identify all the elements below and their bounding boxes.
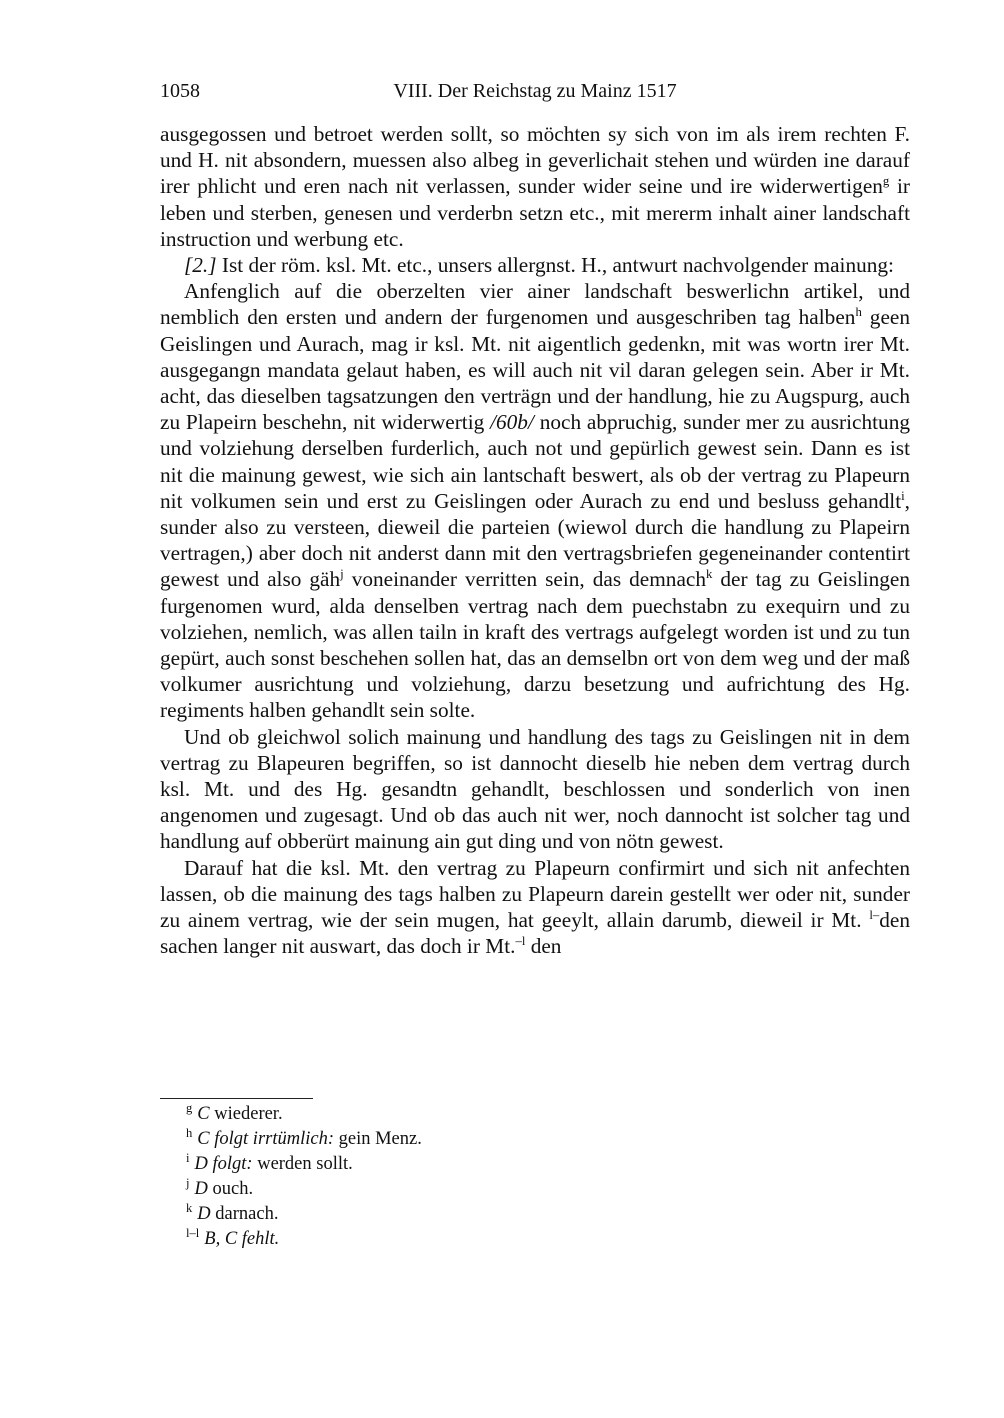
footnote xyxy=(186,1177,886,1202)
footnote-text: ouch. xyxy=(207,1179,254,1199)
text-run: der tag zu Geislingen furgenomen wurd, alda denselben vertrag nach dem puechstabn zu exequirn und zu volziehen, nemlich, was allen tailn in kraft des vertrags aufgelegt worden ist und zu tun gepürt, auch sonst beschehen sollen hat, das an demselbn ort von dem weg und der maß volkumer ausrichtung und volziehung, darzu besetzung und aufrichtung des Hg. regiments halben gehandlt sein solte. xyxy=(160,567,910,723)
footnote-ref: –l xyxy=(515,934,526,949)
footnote-ref: i xyxy=(901,488,905,503)
footnote-siglum: C xyxy=(197,1104,210,1124)
footnote-mark: h xyxy=(186,1125,193,1140)
page-number: 1058 xyxy=(160,80,200,102)
footnote-ref: h xyxy=(855,305,862,320)
section-number: [2.] xyxy=(184,253,217,278)
footnote-mark: k xyxy=(186,1200,193,1215)
running-title: VIII. Der Reichstag zu Mainz 1517 xyxy=(393,80,677,102)
footnote xyxy=(186,1227,886,1252)
footnote-siglum: D folgt: xyxy=(194,1154,253,1174)
text-run: ausgegossen und betroet werden sollt, so möchten sy sich von im als irem rechten F. und H. nit absondern, muessen also albeg in geverlichait stehen und würden ine darauf irer phlicht und eren nach nit verlassen, sunder wider seine und ire widerwertigen xyxy=(160,122,910,199)
text-run: voneinander verritten sein, das demnach xyxy=(343,567,706,592)
footnote xyxy=(186,1127,886,1152)
text-run: den xyxy=(525,934,562,959)
footnote-text: darnach. xyxy=(210,1204,279,1224)
text-run: Darauf hat die ksl. Mt. den vertrag zu Plapeurn confirmirt und sich nit anfechten lassen, ob die mainung des tags halben zu Plapeurn darein gestellt wer oder nit, sunder zu ainem vertrag, wie der sein mugen, hat geeylt, allain darumb, dieweil ir Mt. xyxy=(160,855,910,933)
footnote-mark: g xyxy=(186,1100,193,1115)
footnote xyxy=(186,1202,886,1227)
paragraph xyxy=(160,252,910,278)
paragraph xyxy=(160,278,910,723)
footnote xyxy=(186,1152,886,1177)
footnote-text: wiederer. xyxy=(209,1104,283,1124)
main-text xyxy=(160,121,910,960)
footnote-mark: l–l xyxy=(186,1225,200,1240)
text-run: geen Geislingen und Aurach, mag ir ksl. Mt. nit aigentlich gedenkn, mit was wortn irer Mt. ausgegangn mandata gelaut haben, es will auch nit vil daran gelegen sein. Aber ir Mt. acht, das dieselben tagsatzungen den verträgn und der handlung, hie zu Augspurg, auch zu Plapeirn beschehn, nit widerwertig xyxy=(160,305,910,435)
page-header xyxy=(160,80,910,110)
text-run: den sachen langer nit auswart, das doch ir Mt. xyxy=(160,908,910,959)
footnote xyxy=(186,1102,886,1127)
footnote-ref: l– xyxy=(869,908,880,922)
folio-marker: /60b/ xyxy=(490,410,534,435)
footnote-siglum: C folgt irrtümlich: xyxy=(197,1129,334,1149)
footnote-divider xyxy=(160,1098,313,1099)
footnote-ref: k xyxy=(706,567,713,582)
footnote-siglum: D xyxy=(194,1179,208,1199)
text-run: Anfenglich auf die oberzelten vier ainer landschaft beswerlichn artikel, und nemblich den ersten und andern der furgenomen und ausgeschriben tag halben xyxy=(160,279,910,330)
paragraph xyxy=(160,855,910,960)
text-run: noch abpruchig, sunder mer zu ausrichtung und volziehung derselben furderlich, auch not und gepürlich gewest sein. Dann es ist nit die mainung gewest, wie sich ain lantschaft beswert, als ob der vertrag zu Plapeurn nit volkumen sein und erst zu Geislingen oder Aurach zu end und besluss gehandlt xyxy=(160,410,910,513)
paragraph xyxy=(160,121,910,252)
text-run: ir leben und sterben, genesen und verderbn setzn etc., mit mererm inhalt ainer landschaft instruction und werbung etc. xyxy=(160,174,910,251)
footnote-text: werden sollt. xyxy=(252,1154,353,1174)
footnote-ref: j xyxy=(340,567,344,582)
paragraph: Und ob gleichwol solich mainung und handlung des tags zu Geislingen nit in dem vertrag zu Blapeuren begriffen, so ist dannocht dieselb hie neben dem vertrag durch ksl. Mt. und des Hg. gesandtn gehandlt, beschlossen und sonderlich von inen angenomen und zugesagt. Und ob das auch nit wer, noch dannocht ist solcher tag und handlung auf obberürt mainung ain gut ding und von nötn gewest. xyxy=(160,724,910,854)
footnote-mark: i xyxy=(186,1150,190,1165)
footnote-text: gein Menz. xyxy=(334,1129,422,1149)
text-run: Ist der röm. ksl. Mt. etc., unsers allergnst. H., antwurt nachvolgender mainung: xyxy=(216,253,894,278)
footnote-siglum: B, C fehlt. xyxy=(204,1229,280,1249)
text-run: , sunder also zu versteen, dieweil die parteien (wiewol durch die handlung zu Plapeirn vertragen,) aber doch nit anderst dann mit den vertragsbriefen gegeneinander contentirt gewest und also gäh xyxy=(160,488,910,592)
footnote-mark: j xyxy=(186,1175,190,1190)
footnote-siglum: D xyxy=(197,1204,211,1224)
footnote-ref: g xyxy=(882,174,890,189)
footnotes xyxy=(186,1102,886,1252)
